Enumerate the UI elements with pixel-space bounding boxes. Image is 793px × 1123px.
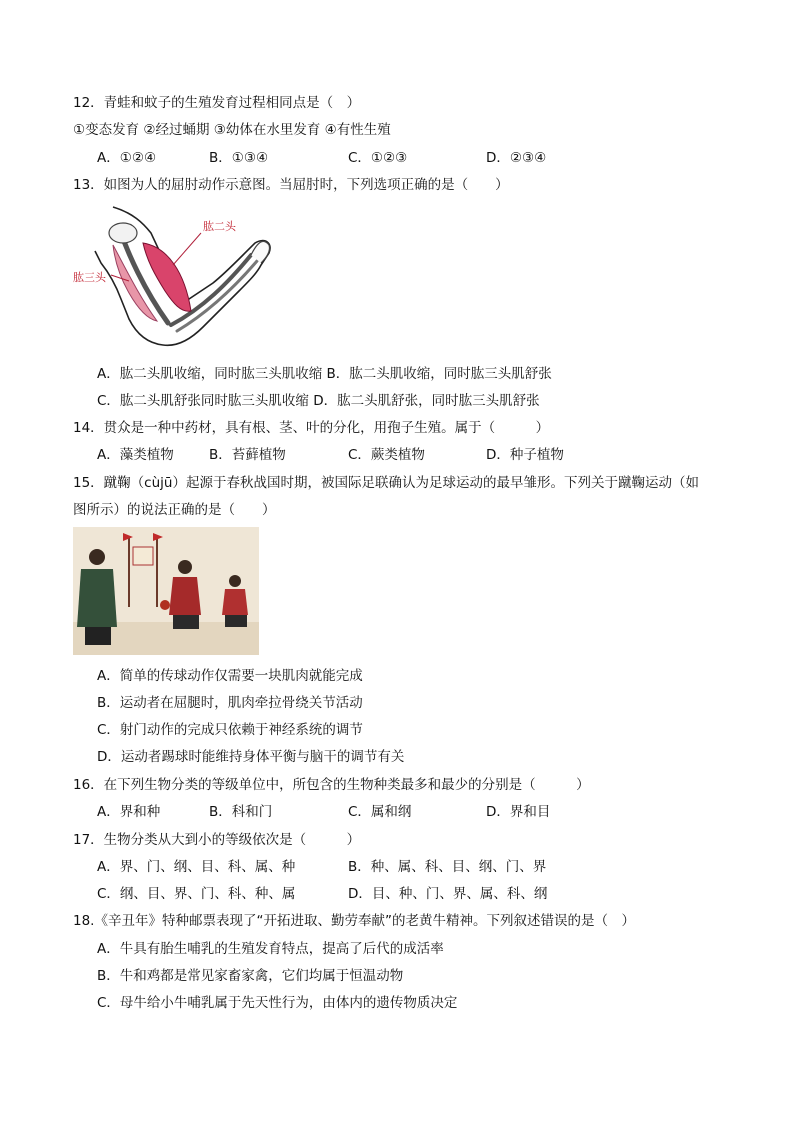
- q12-option-d: D．②③④: [486, 150, 547, 166]
- q12-option-b: B．①③④: [209, 150, 269, 166]
- forearm-bone-2: [177, 261, 257, 331]
- player-middle-body: [169, 577, 201, 615]
- player-left-head: [89, 549, 105, 565]
- q15-option-c: C．射门动作的完成只依赖于神经系统的调节: [97, 722, 363, 738]
- player-middle-skirt: [173, 615, 199, 629]
- q18-option-a: A．牛具有胎生哺乳的生殖发育特点，提高了后代的成活率: [97, 941, 444, 957]
- goal-net: [133, 547, 153, 565]
- player-left-body: [77, 569, 117, 627]
- q15-option-a: A．简单的传球动作仅需要一块肌肉就能完成: [97, 668, 363, 684]
- q15-option-d: D．运动者踢球时能维持身体平衡与脑干的调节有关: [97, 749, 405, 765]
- q14-option-d: D．种子植物: [486, 447, 564, 463]
- biceps-pointer: [173, 233, 201, 265]
- q17-stem: 17．生物分类从大到小的等级依次是（ ）: [73, 832, 361, 848]
- player-right-skirt: [225, 615, 247, 627]
- q14-stem: 14．贯众是一种中药材，具有根、茎、叶的分化，用孢子生殖。属于（ ）: [73, 420, 550, 436]
- q16-option-c: C．属和纲: [348, 804, 412, 820]
- q13-option-cd: C．肱二头肌舒张同时肱三头肌收缩 D．肱二头肌舒张，同时肱三头肌舒张: [97, 393, 540, 409]
- q17-option-b: B．种、属、科、目、纲、门、界: [348, 859, 547, 875]
- biceps-label: 肱二头: [203, 220, 236, 233]
- q16-option-b: B．科和门: [209, 804, 273, 820]
- q16-option-a: A．界和种: [97, 804, 161, 820]
- cuju-illustration: [73, 527, 259, 655]
- q18-stem: 18.《辛丑年》特种邮票表现了“开拓进取、勤劳奉献”的老黄牛精神。下列叙述错误的是（ ）: [73, 913, 635, 929]
- q18-option-c: C．母牛给小牛哺乳属于先天性行为，由体内的遗传物质决定: [97, 995, 458, 1011]
- q17-option-a: A．界、门、纲、目、科、属、种: [97, 859, 296, 875]
- q13-stem: 13．如图为人的屈肘动作示意图。当屈肘时，下列选项正确的是（ ）: [73, 177, 509, 193]
- shoulder-joint: [109, 223, 137, 243]
- q15-stem-line1: 15．蹴鞠（cùjū）起源于春秋战国时期，被国际足联确认为足球运动的最早雏形。下列关于蹴鞠运动（如: [73, 475, 699, 491]
- cuju-painting: [73, 527, 259, 655]
- arm-diagram: [73, 203, 283, 353]
- player-middle-head: [178, 560, 192, 574]
- q17-option-d: D．目、种、门、界、属、科、纲: [348, 886, 548, 902]
- player-left-skirt: [85, 627, 111, 645]
- q16-stem: 16．在下列生物分类的等级单位中，所包含的生物种类最多和最少的分别是（ ）: [73, 777, 590, 793]
- q14-option-b: B．苔藓植物: [209, 447, 286, 463]
- ball: [160, 600, 170, 610]
- q17-option-c: C．纲、目、界、门、科、种、属: [97, 886, 296, 902]
- q16-option-d: D．界和目: [486, 804, 551, 820]
- player-right-body: [222, 589, 248, 615]
- player-right-head: [229, 575, 241, 587]
- q12-option-c: C．①②③: [348, 150, 408, 166]
- q12-option-a: A．①②④: [97, 150, 157, 166]
- q15-option-b: B．运动者在屈腿时，肌肉牵拉骨绕关节活动: [97, 695, 363, 711]
- elbow-flexion-figure: [73, 203, 283, 353]
- q18-option-b: B．牛和鸡都是常见家畜家禽，它们均属于恒温动物: [97, 968, 404, 984]
- q15-stem-line2: 图所示）的说法正确的是（ ）: [73, 502, 276, 518]
- q14-option-c: C．蕨类植物: [348, 447, 425, 463]
- triceps-label: 肱三头: [73, 271, 106, 284]
- q12-stem: 12．青蛙和蚊子的生殖发育过程相同点是（ ）: [73, 95, 361, 111]
- q14-option-a: A．藻类植物: [97, 447, 174, 463]
- q12-items: ①变态发育 ②经过蛹期 ③幼体在水里发育 ④有性生殖: [73, 122, 391, 138]
- q13-option-ab: A．肱二头肌收缩，同时肱三头肌收缩 B．肱二头肌收缩，同时肱三头肌舒张: [97, 366, 552, 382]
